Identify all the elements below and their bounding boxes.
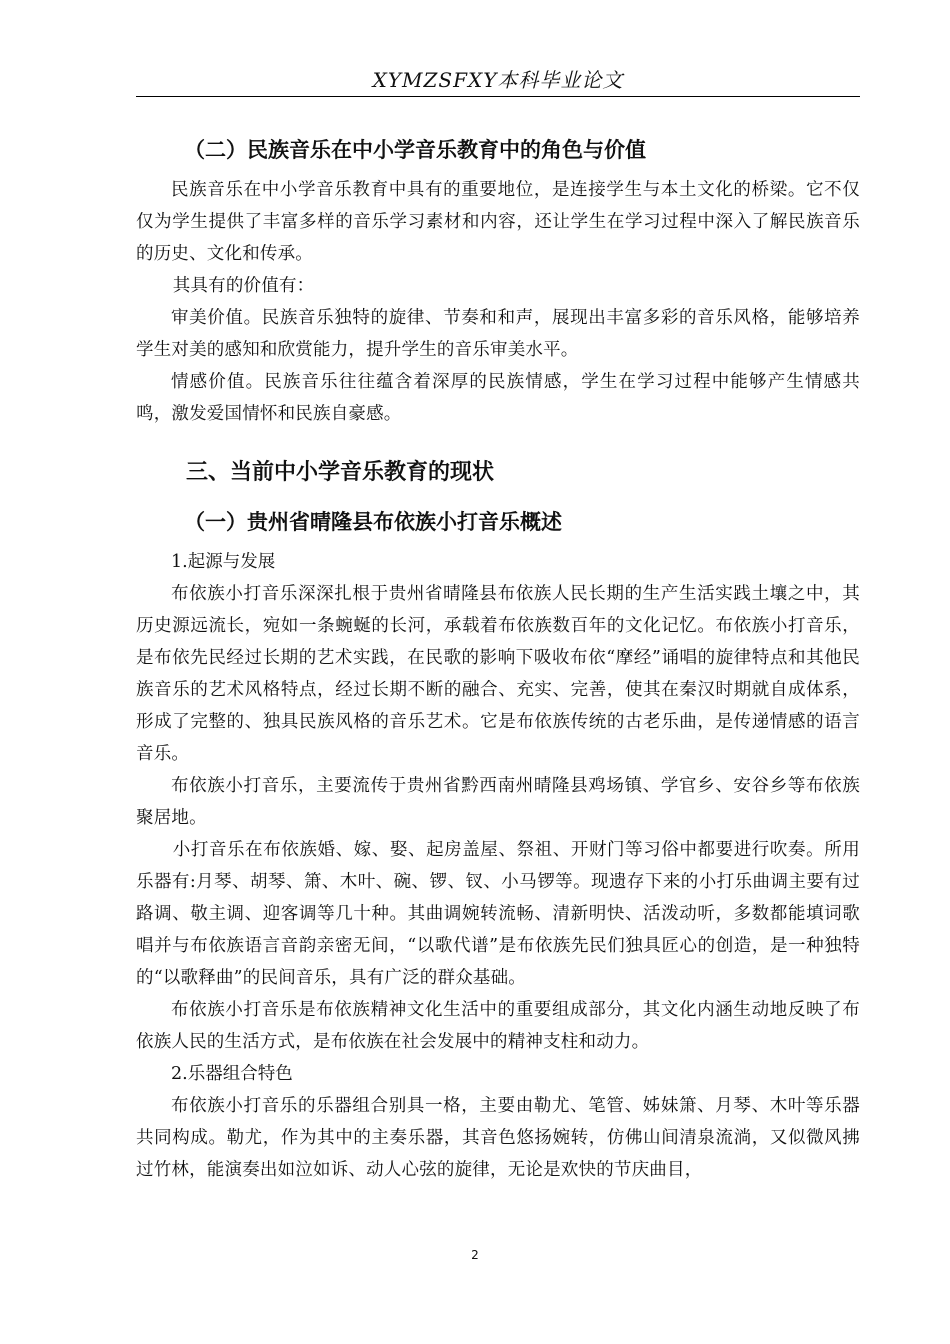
page-header-title: XYMZSFXY本科毕业论文	[372, 68, 624, 92]
page-number: 2	[471, 1248, 479, 1262]
paragraph: 小打音乐在布依族婚、嫁、娶、起房盖屋、祭祖、开财门等习俗中都要进行吹奏。所用乐器有:月琴、胡琴、箫、木叶、碗、锣、钗、小马锣等。现遗存下来的小打乐曲调主要有过路调、敬主调、迎客调等几十种。其曲调婉转流畅、清新明快、活泼动听，多数都能填词歌唱并与布依族语言音韵亲密无间，“以歌代谱”是布依族先民们独具匠心的创造，是一种独特的“以歌释曲”的民间音乐，具有广泛的群众基础。	[136, 840, 860, 988]
header-rule	[136, 96, 860, 97]
paragraph: 情感价值。民族音乐往往蕴含着深厚的民族情感，学生在学习过程中能够产生情感共鸣，激发爱国情怀和民族自豪感。	[136, 372, 860, 424]
paragraph: 布依族小打音乐，主要流传于贵州省黔西南州晴隆县鸡场镇、学官乡、安谷乡等布依族聚居地。	[136, 776, 860, 828]
paragraph: 布依族小打音乐是布依族精神文化生活中的重要组成部分，其文化内涵生动地反映了布依族人民的生活方式，是布依族在社会发展中的精神支柱和动力。	[136, 1000, 860, 1052]
numbered-subheading: 2.乐器组合特色	[171, 1064, 293, 1084]
paragraph: 民族音乐在中小学音乐教育中具有的重要地位，是连接学生与本土文化的桥梁。它不仅仅为学生提供了丰富多样的音乐学习素材和内容，还让学生在学习过程中深入了解民族音乐的历史、文化和传承。	[136, 180, 860, 264]
paragraph: 审美价值。民族音乐独特的旋律、节奏和和声，展现出丰富多彩的音乐风格，能够培养学生对美的感知和欣赏能力，提升学生的音乐审美水平。	[136, 308, 860, 360]
paragraph: 其具有的价值有：	[172, 276, 315, 296]
numbered-subheading: 1.起源与发展	[171, 552, 276, 572]
paragraph: 布依族小打音乐深深扎根于贵州省晴隆县布依族人民长期的生产生活实践土壤之中，其历史源远流长，宛如一条蜿蜒的长河，承载着布依族数百年的文化记忆。布依族小打音乐，是布依先民经过长期的艺术实践，在民歌的影响下吸收布依“摩经”诵唱的旋律特点和其他民族音乐的艺术风格特点，经过长期不断的融合、充实、完善，使其在秦汉时期就自成体系，形成了完整的、独具民族风格的音乐艺术。它是布依族传统的古老乐曲，是传递情感的语言音乐。	[136, 584, 860, 764]
section-heading: （一）贵州省晴隆县布依族小打音乐概述	[184, 510, 562, 534]
chapter-heading: 三、当前中小学音乐教育的现状	[186, 460, 495, 485]
page-content	[136, 122, 860, 1186]
paragraph: 布依族小打音乐的乐器组合别具一格，主要由勒尤、笔管、姊妹箫、月琴、木叶等乐器共同构成。勒尤，作为其中的主奏乐器，其音色悠扬婉转，仿佛山间清泉流淌，又似微风拂过竹林，能演奏出如泣如诉、动人心弦的旋律，无论是欢快的节庆曲目，	[136, 1096, 860, 1180]
section-heading: （二）民族音乐在中小学音乐教育中的角色与价值	[184, 138, 646, 162]
